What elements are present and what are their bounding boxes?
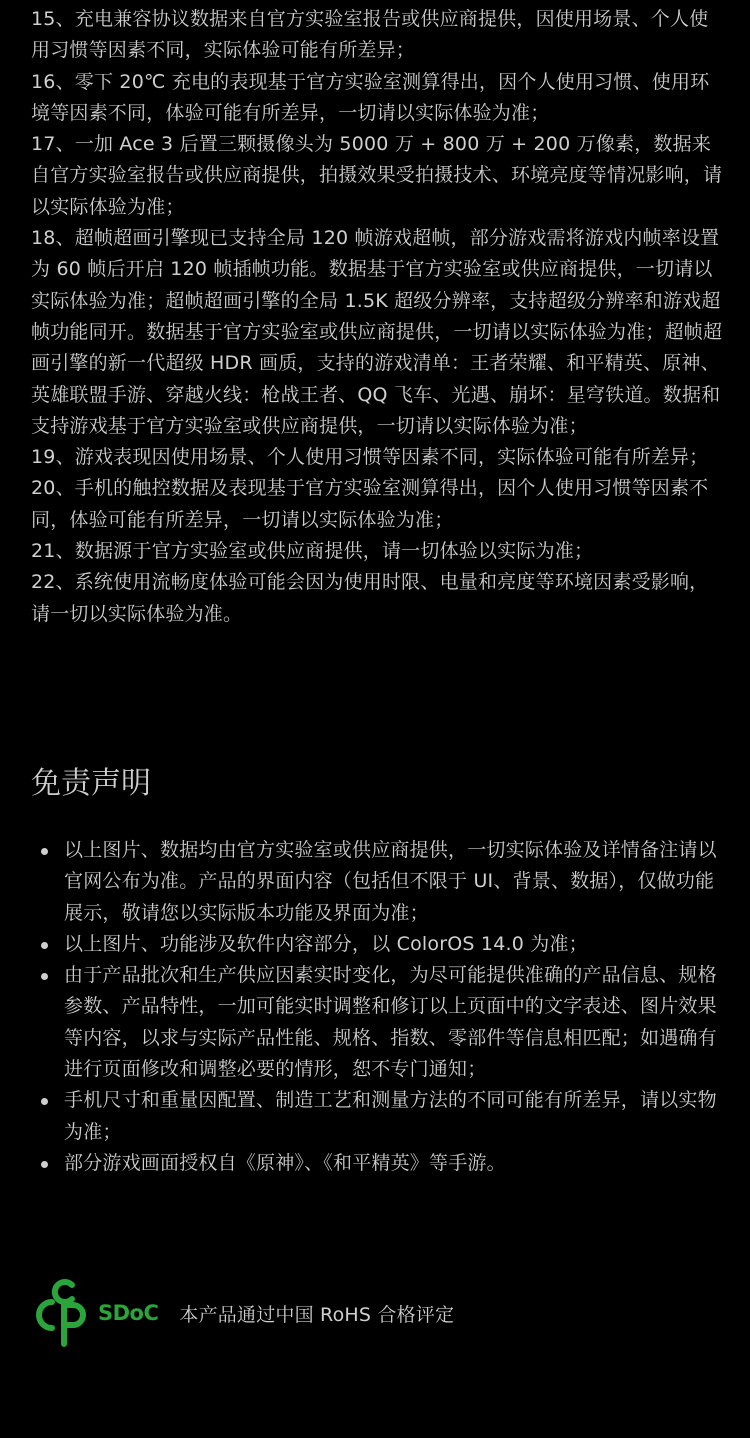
bullet-icon [41, 1098, 48, 1105]
disclaimer-item [31, 929, 725, 960]
footnote-22: 22、系统使用流畅度体验可能会因为使用时限、电量和亮度等环境因素受影响，请一切以实际体验为准。 [31, 571, 709, 625]
sdoc-mark: SDoC [98, 1301, 159, 1325]
bullet-icon [41, 973, 48, 980]
disclaimer-item [31, 960, 725, 1085]
disclaimer-item-text: 部分游戏画面授权自《原神》、《和平精英》等手游。 [64, 1151, 506, 1174]
footnote-15: 15、充电兼容协议数据来自官方实验室报告或供应商提供，因使用场景、个人使用习惯等因素不同，实际体验可能有所差异； [31, 8, 709, 62]
bullet-icon [41, 942, 48, 949]
disclaimer-list [31, 835, 725, 1179]
footnotes [31, 4, 725, 630]
footnote-19: 19、游戏表现因使用场景、个人使用习惯等因素不同，实际体验可能有所差异； [31, 446, 709, 469]
rohs-certification [32, 1276, 454, 1350]
disclaimer-item-text: 以上图片、功能涉及软件内容部分，以 ColorOS 14.0 为准； [64, 932, 588, 955]
footnote-16: 16、零下 20℃ 充电的表现基于官方实验室测算得出，因个人使用习惯、使用环境等因素不同，体验可能有所差异，一切请以实际体验为准； [31, 70, 710, 124]
rohs-statement: 本产品通过中国 RoHS 合格评定 [179, 1303, 455, 1326]
disclaimer-item [31, 1148, 725, 1179]
bullet-icon [41, 1161, 48, 1168]
disclaimer-item-text: 由于产品批次和生产供应因素实时变化，为尽可能提供准确的产品信息、规格参数、产品特性，一加可能实时调整和修订以上页面中的文字表述、图片效果等内容，以求与实际产品性能、规格、指数、零部件等信息相匹配；如遇确有进行页面修改和调整必要的情形，恕不专门通知； [64, 964, 717, 1081]
china-rohs-green-icon [32, 1276, 94, 1350]
disclaimer-item-text: 手机尺寸和重量因配置、制造工艺和测量方法的不同可能有所差异，请以实物为准； [64, 1089, 717, 1143]
bullet-icon [41, 848, 48, 855]
disclaimer-item-text: 以上图片、数据均由官方实验室或供应商提供，一切实际体验及详情备注请以官网公布为准。产品的界面内容（包括但不限于 UI、背景、数据），仅做功能展示，敬请您以实际版本功能及界面为准； [64, 839, 717, 924]
footnote-20: 20、手机的触控数据及表现基于官方实验室测算得出，因个人使用习惯等因素不同，体验可能有所差异，一切请以实际体验为准； [31, 477, 709, 531]
disclaimer-title: 免责声明 [31, 766, 151, 801]
disclaimer-item [31, 1085, 725, 1148]
disclaimer-item [31, 835, 725, 929]
footnote-21: 21、数据源于官方实验室或供应商提供，请一切体验以实际为准； [31, 540, 594, 563]
footnote-17: 17、一加 Ace 3 后置三颗摄像头为 5000 万 + 800 万 + 200 万像素，数据来自官方实验室报告或供应商提供，拍摄效果受拍摄技术、环境亮度等情况影响，请以实际体验为准； [31, 133, 723, 218]
footnote-18: 18、超帧超画引擎现已支持全局 120 帧游戏超帧，部分游戏需将游戏内帧率设置为 60 帧后开启 120 帧插帧功能。数据基于官方实验室或供应商提供，一切请以实际体验为准；超帧超画引擎的全局 1.5K 超级分辨率，支持超级分辨率和游戏超帧功能同开。数据基于官方实验室或供应商提供，一切请以实际体验为准；超帧超画引擎的新一代超级 HDR 画质，支持的游戏清单：王者荣耀、和平精英、原神、英雄联盟手游、穿越火线：枪战王者、QQ 飞车、光遇、崩坏：星穹铁道。数据和支持游戏基于官方实验室或供应商提供，一切请以实际体验为准； [31, 227, 723, 437]
